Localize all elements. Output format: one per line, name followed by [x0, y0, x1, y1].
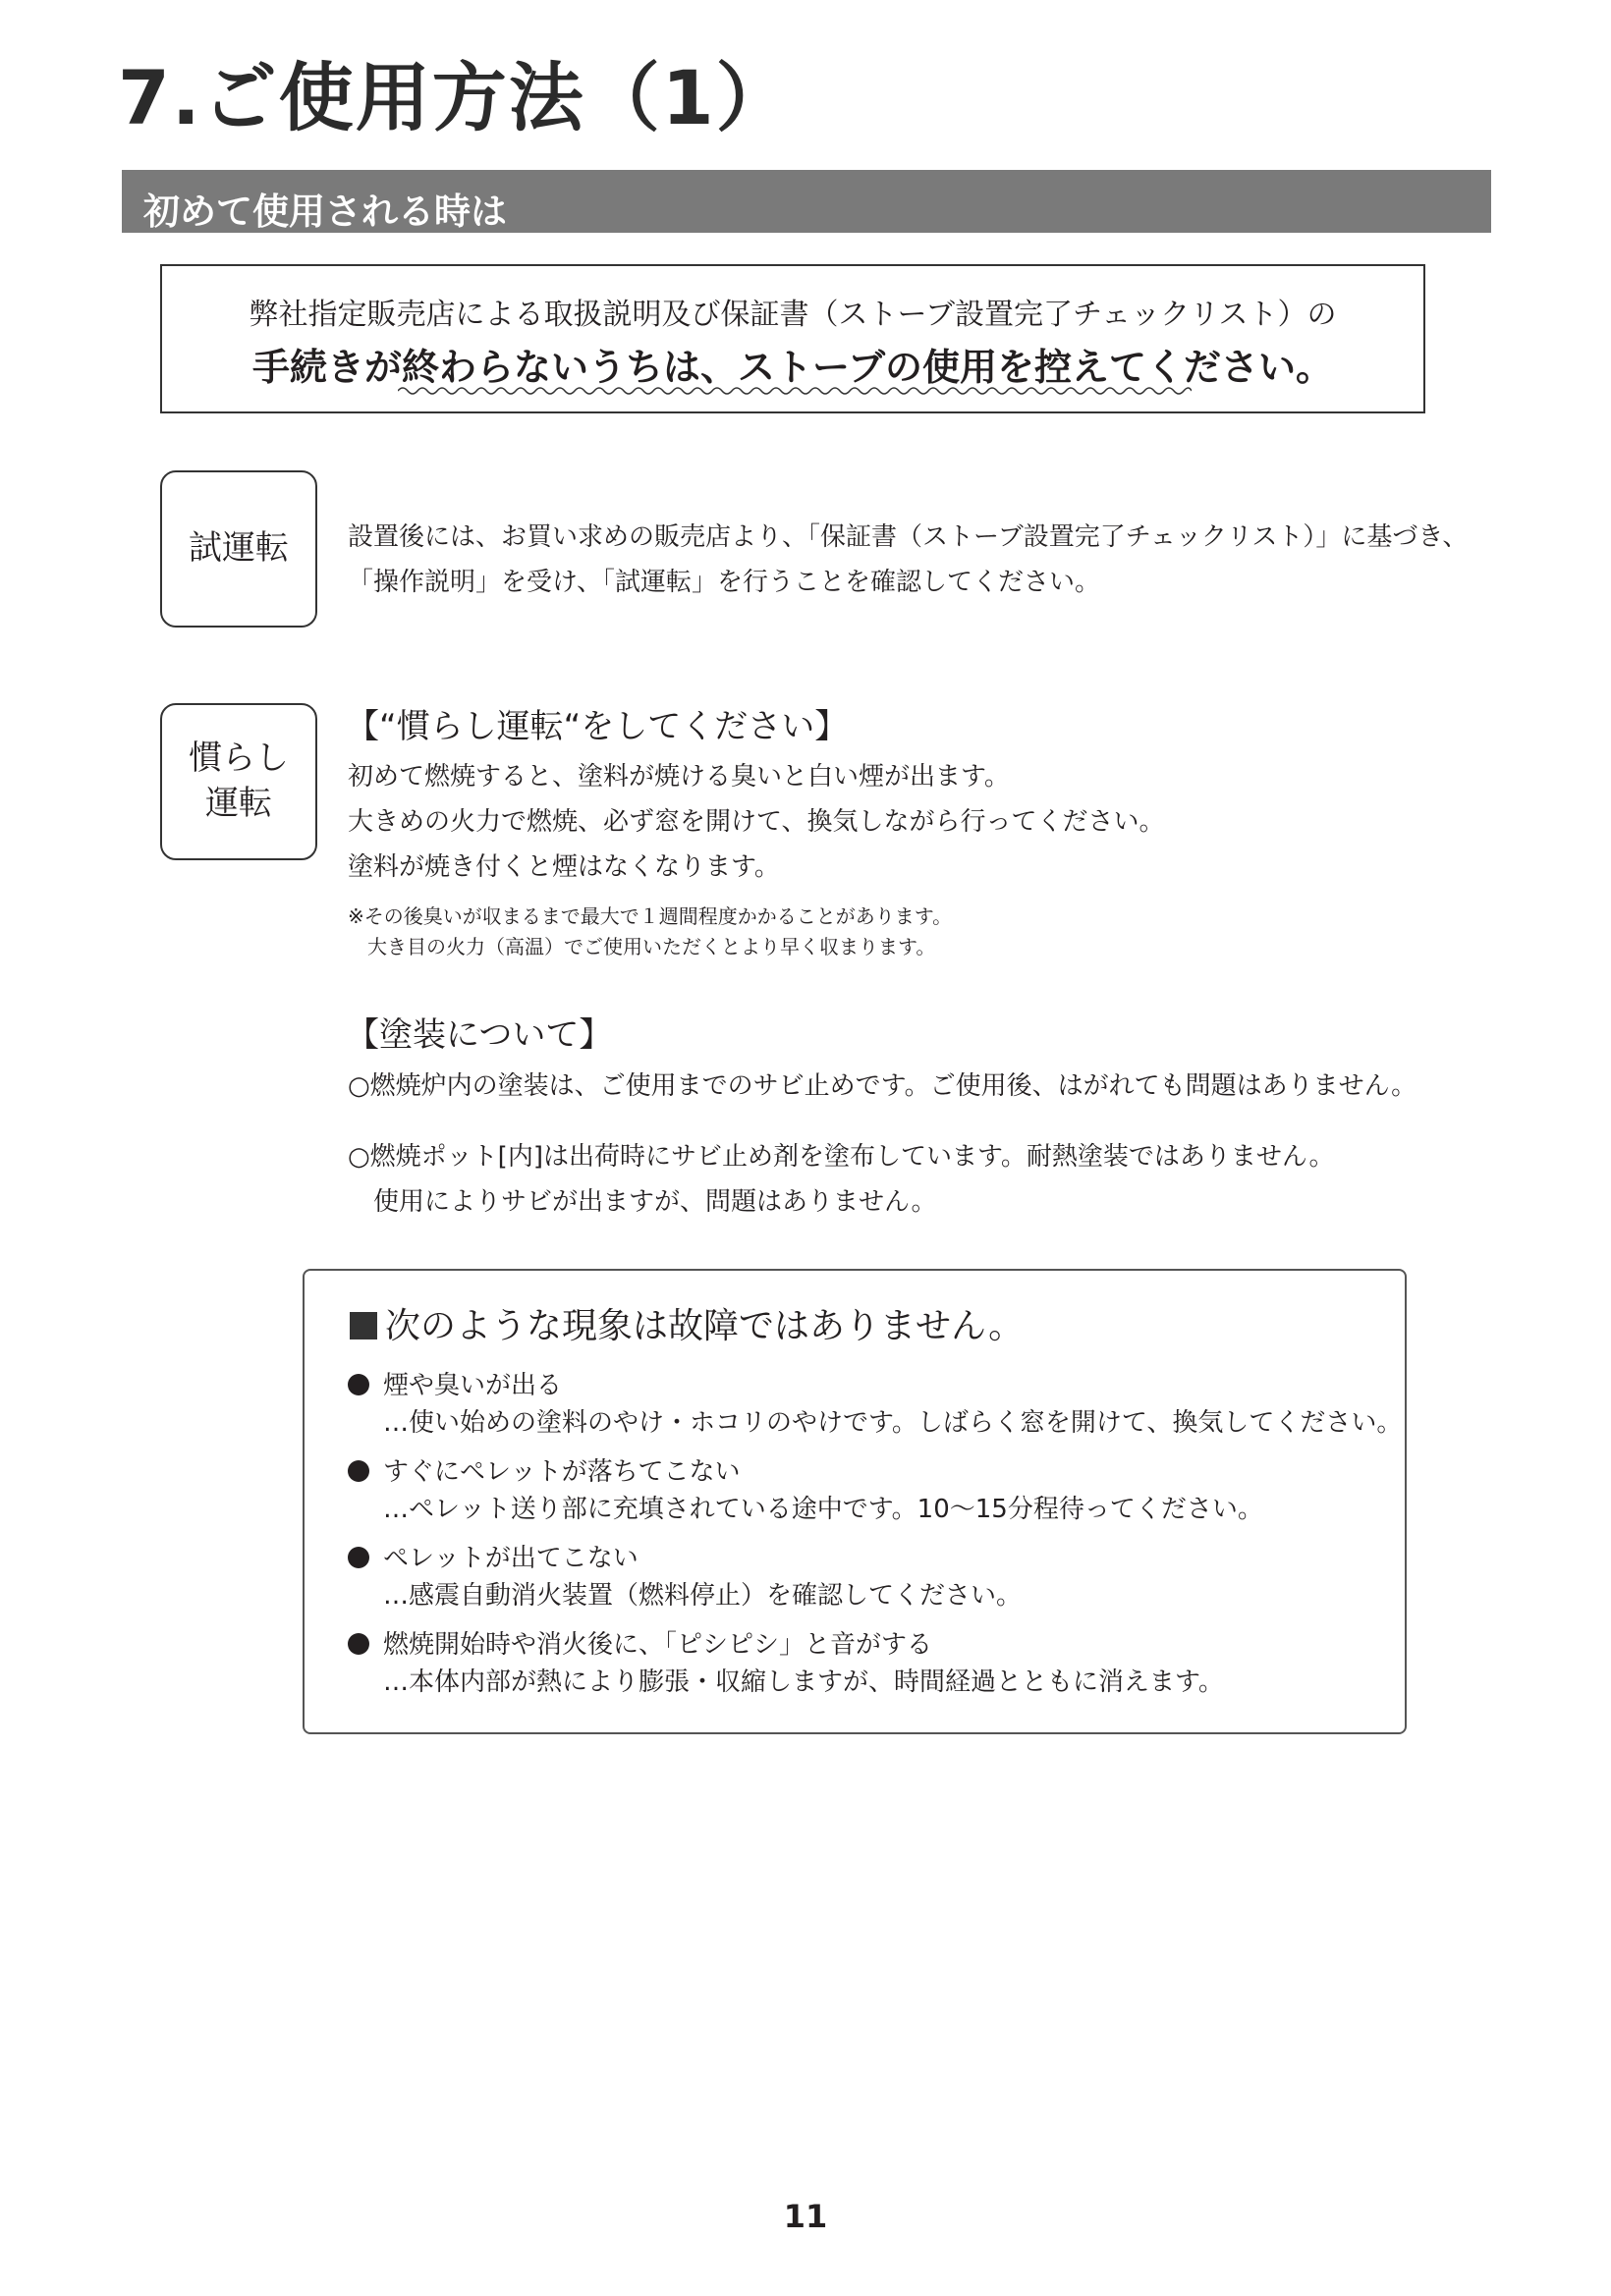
symptom-text: すぐにペレットが落ちてこない [383, 1457, 741, 1487]
bullet-icon [348, 1633, 369, 1655]
list-item [348, 1626, 1224, 1701]
bullet-icon [348, 1374, 369, 1395]
break-in-line-1: 初めて燃焼すると、塗料が焼ける臭いと白い煙が出ます。 [348, 762, 1010, 792]
page-title: 7.ご使用方法（1） [118, 54, 793, 141]
section-heading: 初めて使用される時は [143, 191, 507, 233]
coating-item-1: ○燃焼炉内の塗装は、ご使用までのサビ止めです。ご使用後、はがれても問題はありません。 [348, 1071, 1417, 1101]
notice-box [160, 264, 1425, 413]
trial-run-line-1: 設置後には、お買い求めの販売店より、「保証書（ストーブ設置完了チェックリスト）」に基づき、 [348, 522, 1469, 552]
notice-line-2: 手続きが終わらないうちは、ストーブの使用を控えてください。 [251, 346, 1334, 389]
list-item [348, 1367, 1402, 1442]
detail-text: …感震自動消火装置（燃料停止）を確認してください。 [383, 1581, 1023, 1611]
break-in-note-line-2: 大き目の火力（高温）でご使用いただくとより早く収まります。 [348, 935, 936, 958]
symptom-text: 煙や臭いが出る [383, 1371, 563, 1400]
break-in-note-line-1: ※その後臭いが収まるまで最大で１週間程度かかることがあります。 [348, 904, 953, 928]
page-number: 11 [783, 2198, 828, 2235]
bullet-icon [348, 1460, 369, 1482]
bullet-icon [348, 1547, 369, 1568]
break-in-line-2: 大きめの火力で燃焼、必ず窓を開けて、換気しながら行ってください。 [348, 807, 1165, 837]
trial-run-line-2: 「操作説明」を受け、「試運転」を行うことを確認してください。 [348, 568, 1100, 597]
symptom-text: 燃焼開始時や消火後に、「ピシピシ」と音がする [383, 1630, 933, 1660]
trial-run-label-text: 試運転 [189, 528, 289, 569]
square-bullet-icon [350, 1312, 377, 1339]
break-in-label [160, 703, 317, 860]
break-in-text [348, 754, 1164, 890]
break-in-note [348, 902, 952, 962]
list-item [348, 1453, 1263, 1528]
detail-text: …使い始めの塗料のやけ・ホコリのやけです。しばらく窓を開けて、換気してください。 [383, 1408, 1403, 1438]
coating-item-2-line-2: 使用によりサビが出ますが、問題はありません。 [348, 1187, 937, 1217]
detail-text: …ペレット送り部に充填されている途中です。10〜15分程待ってください。 [383, 1495, 1263, 1524]
break-in-line-3: 塗料が焼き付くと煙はなくなります。 [348, 852, 780, 882]
not-malfunction-title-text: 次のような現象は故障ではありません。 [385, 1306, 1025, 1346]
coating-item-2-line-1: ○燃焼ポット[内]は出荷時にサビ止め剤を塗布しています。耐熱塗装ではありません。 [348, 1142, 1335, 1172]
break-in-label-line-2: 運転 [205, 784, 272, 823]
not-malfunction-title [350, 1298, 1024, 1348]
break-in-label-line-1: 慣らし [189, 738, 289, 779]
coating-item-2 [348, 1134, 1334, 1225]
detail-text: …本体内部が熱により膨張・収縮しますが、時間経過とともに消えます。 [383, 1667, 1224, 1697]
wavy-underline [398, 384, 1192, 398]
not-malfunction-box [303, 1269, 1407, 1734]
trial-run-text [348, 515, 1468, 605]
notice-line-1: 弊社指定販売店による取扱説明及び保証書（ストーブ設置完了チェックリスト）の [249, 298, 1337, 332]
list-item [348, 1540, 1022, 1614]
trial-run-label [160, 470, 317, 628]
symptom-text: ペレットが出てこない [383, 1544, 639, 1573]
break-in-heading: 【“慣らし運転“をしてください】 [346, 707, 849, 746]
section-heading-bar [122, 170, 1491, 233]
coating-heading: 【塗装について】 [346, 1015, 613, 1055]
